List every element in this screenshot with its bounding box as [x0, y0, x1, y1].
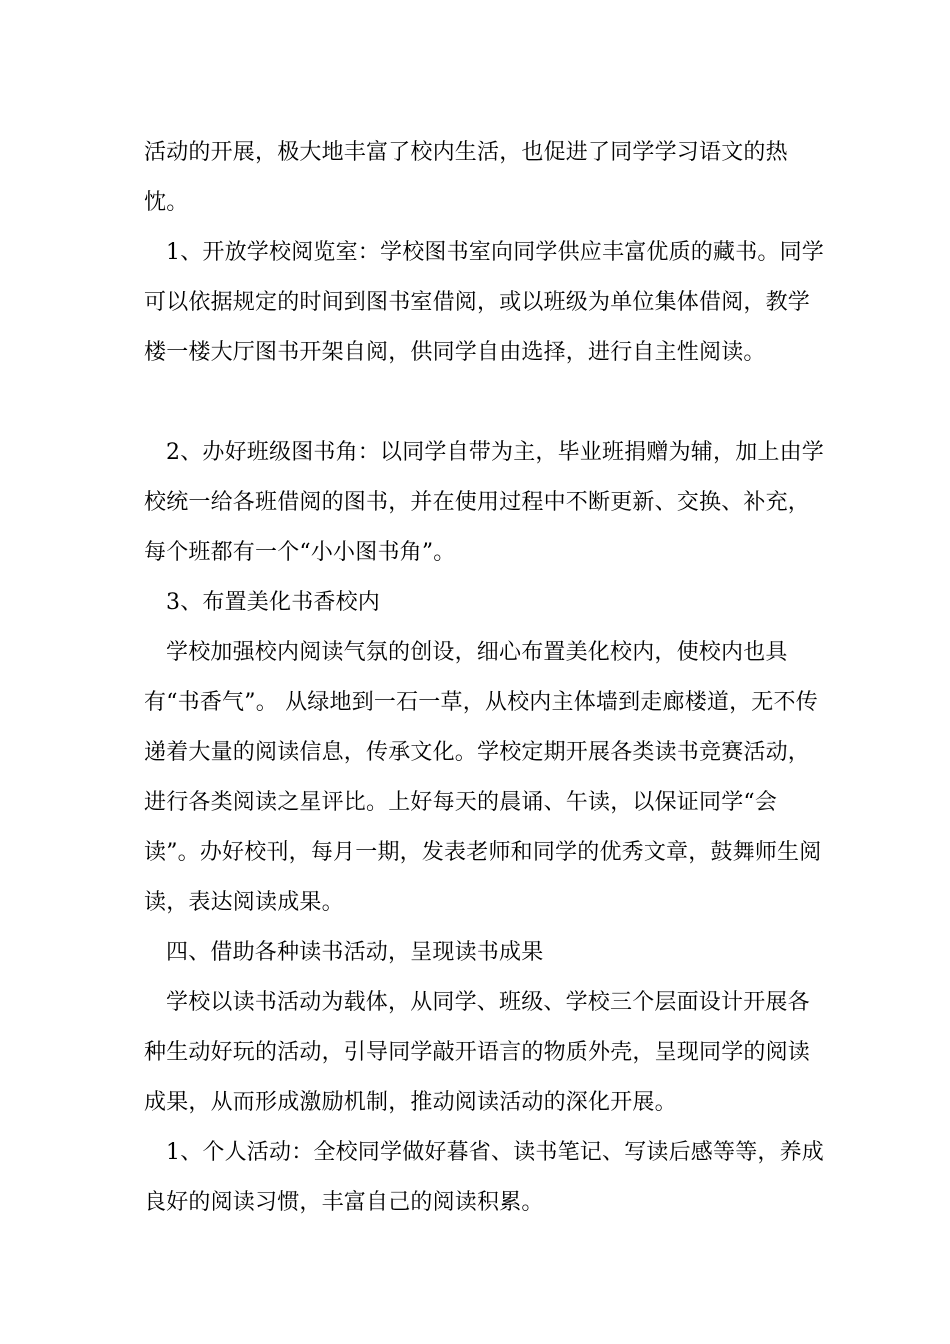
paragraph-spacer	[144, 378, 824, 428]
paragraph-activities-overview: 学校以读书活动为载体，从同学、班级、学校三个层面设计开展各种生动好玩的活动，引导同学敲开语言的物质外壳，呈现同学的阅读成果，从而形成激励机制，推动阅读活动的深化开展。	[144, 990, 811, 1115]
paragraph-campus-atmosphere: 学校加强校内阅读气氛的创设，细心布置美化校内，使校内也具有“书香气”。 从绿地到一石一草，从校内主体墙到走廊楼道，无不传递着大量的阅读信息，传承文化。学校定期开展各类读书竞赛活动，进行各类阅读之星评比。上好每天的晨诵、午读，以保证同学“会读”。办好校刊，每月一期，发表老师和同学的优秀文章，鼓舞师生阅读，表达阅读成果。	[144, 640, 822, 915]
paragraph-campus-heading: 3、布置美化书香校内	[166, 590, 380, 615]
paragraph-reading-room: 1、开放学校阅览室：学校图书室向同学供应丰富优质的藏书。同学可以依据规定的时间到图书室借阅，或以班级为单位集体借阅，教学楼一楼大厅图书开架自阅，供同学自由选择，进行自主性阅读。	[144, 240, 824, 365]
section-heading-reading-activities: 四、借助各种读书活动，呈现读书成果	[166, 940, 544, 965]
document-body	[144, 128, 824, 1228]
paragraph-individual-activities: 1、个人活动：全校同学做好暮省、读书笔记、写读后感等等，养成良好的阅读习惯，丰富自己的阅读积累。	[144, 1140, 824, 1215]
paragraph-continuation: 活动的开展，极大地丰富了校内生活，也促进了同学学习语文的热忱。	[144, 140, 788, 215]
paragraph-class-book-corner: 2、办好班级图书角：以同学自带为主，毕业班捐赠为辅，加上由学校统一给各班借阅的图书，并在使用过程中不断更新、交换、补充，每个班都有一个“小小图书角”。	[144, 440, 824, 565]
